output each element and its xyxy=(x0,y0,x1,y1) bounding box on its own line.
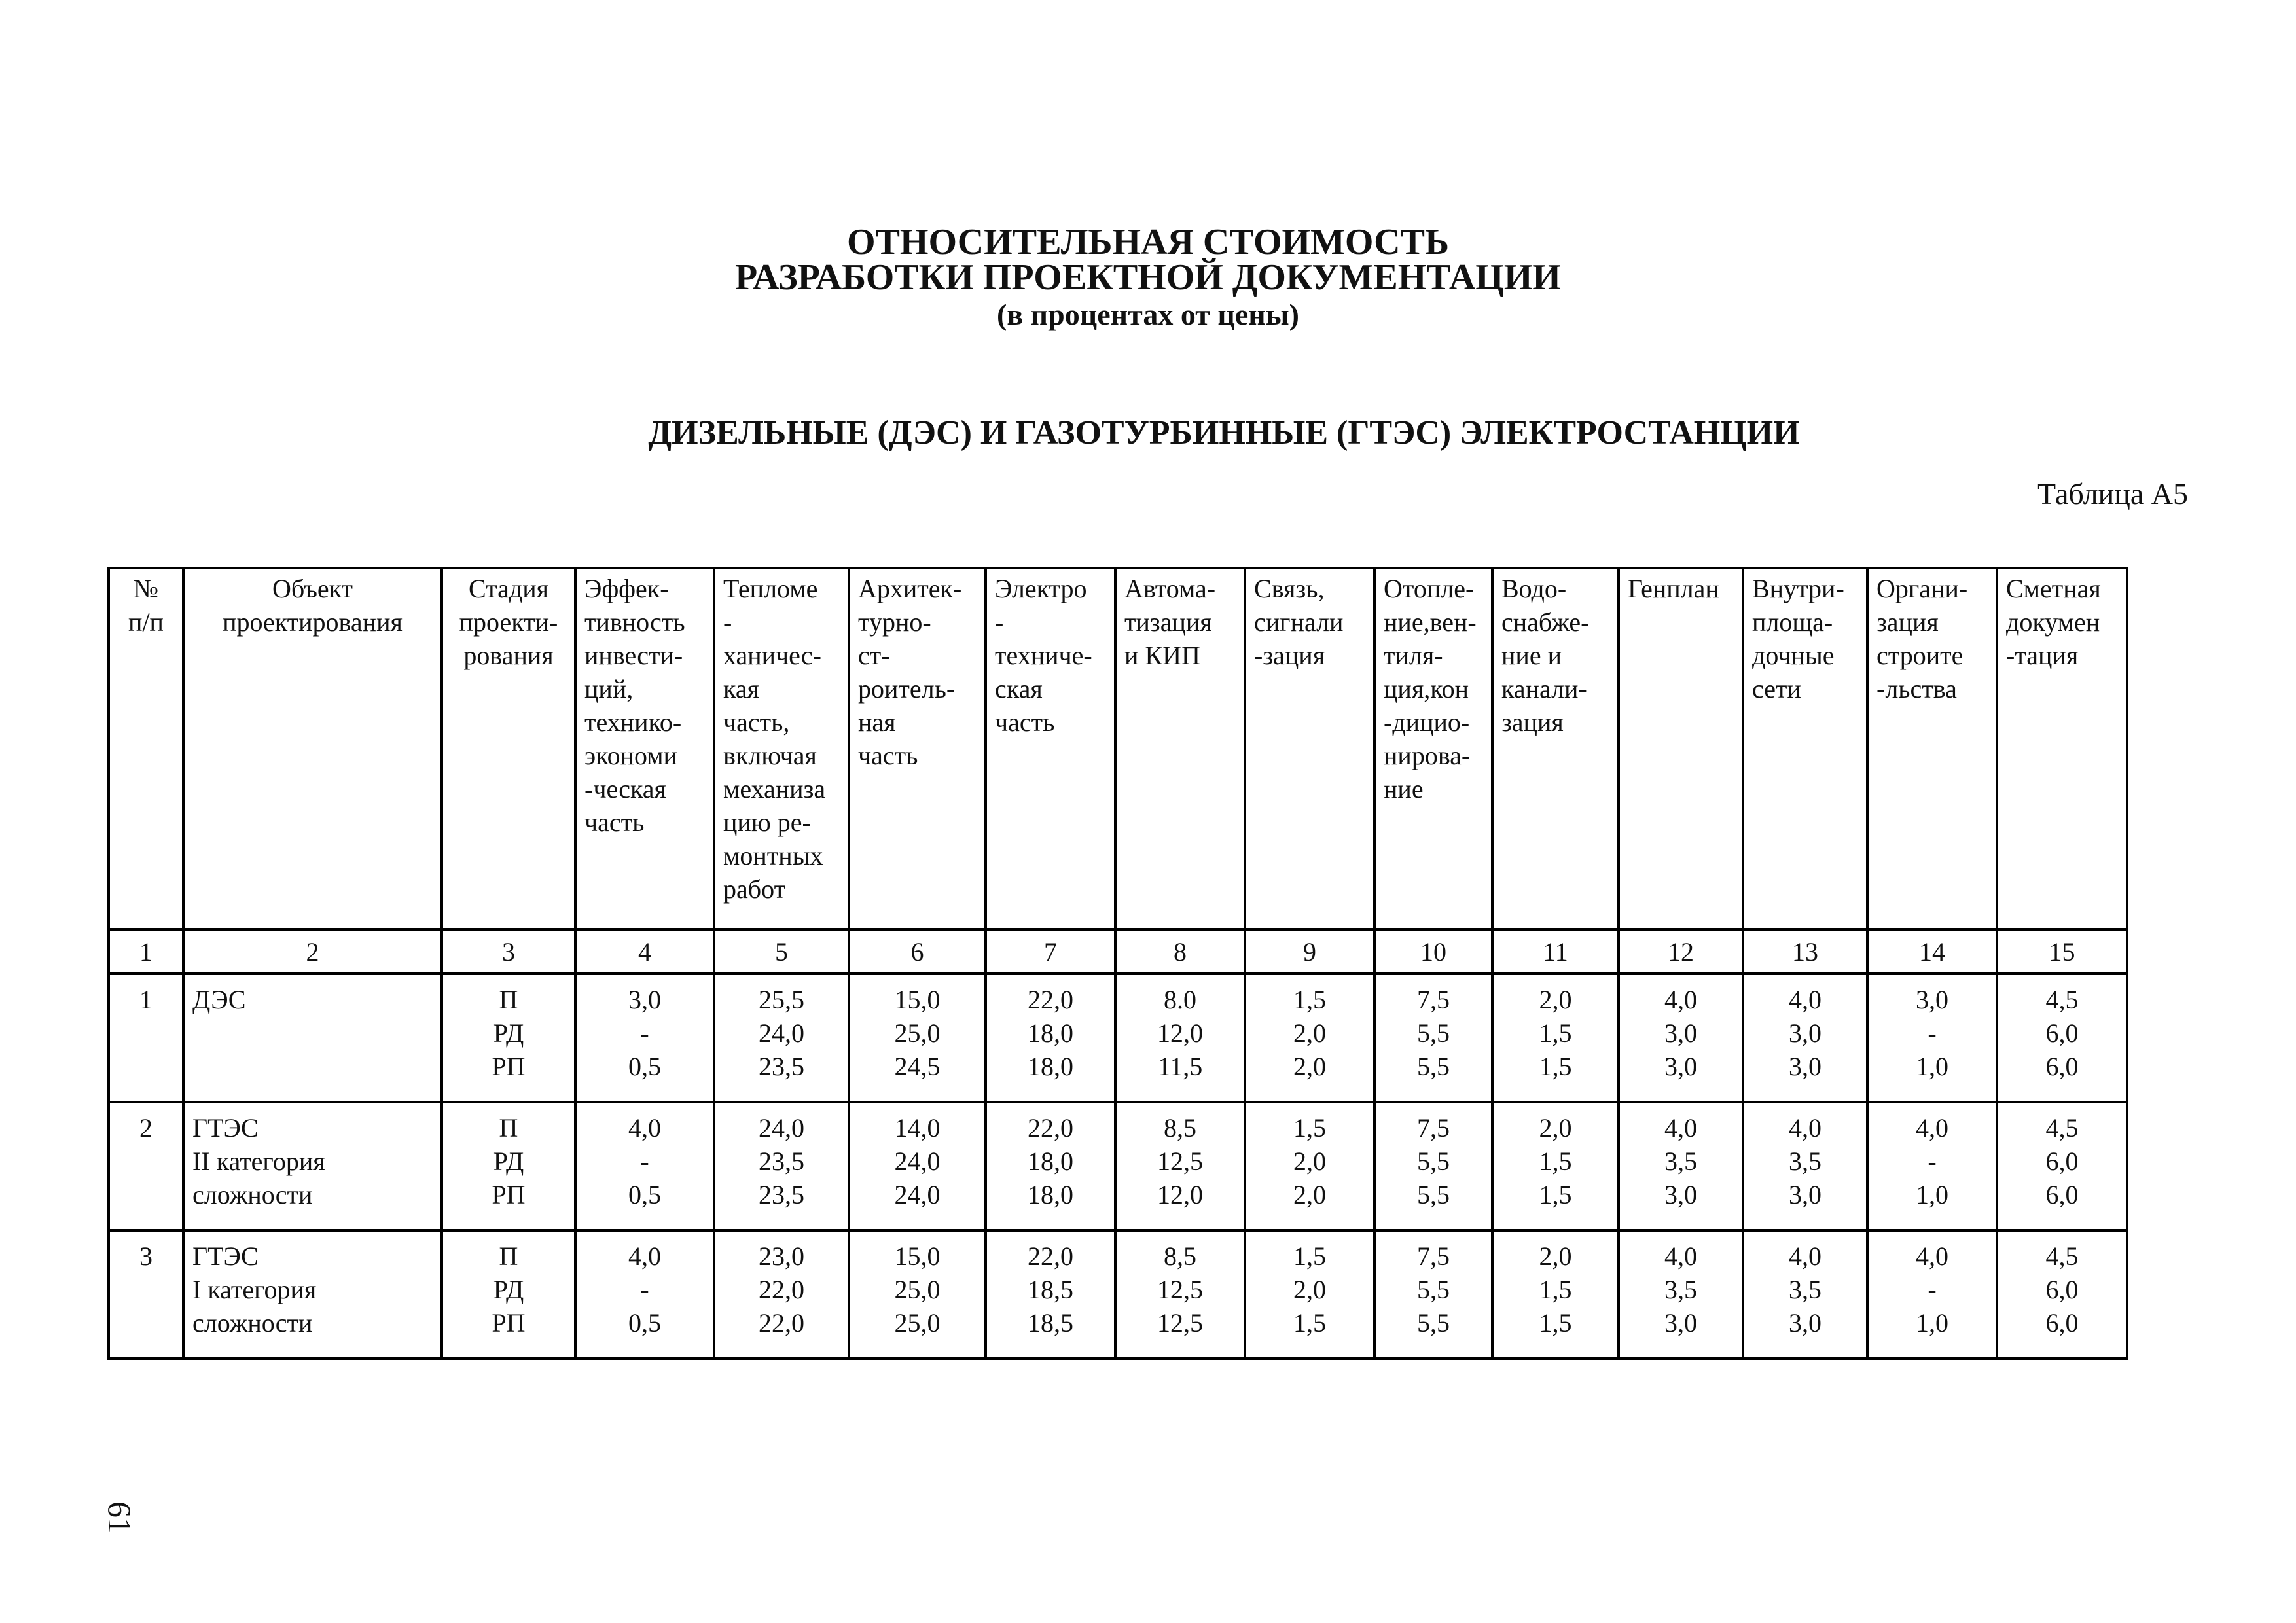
value-line: 1,5 xyxy=(1539,1018,1572,1048)
value-line: 4,0 xyxy=(1789,985,1821,1014)
header-line: -дицио- xyxy=(1384,707,1470,737)
value-line: 3,0 xyxy=(1916,985,1948,1014)
value-cell xyxy=(986,974,1115,1102)
value-line: - xyxy=(1928,1147,1937,1176)
value-line: - xyxy=(1928,1275,1937,1304)
value-line: 8,5 xyxy=(1164,1113,1196,1143)
value-line: 18,0 xyxy=(1028,1018,1073,1048)
value-line: 8.0 xyxy=(1164,985,1196,1014)
value-cell xyxy=(849,1230,986,1359)
column-number-cell: 5 xyxy=(714,929,849,974)
stage-line: РП xyxy=(492,1308,526,1338)
value-line: 4,5 xyxy=(2045,1113,2079,1143)
value-line: 4,0 xyxy=(1664,1113,1697,1143)
value-line: 1,0 xyxy=(1916,1052,1948,1081)
header-cell-7 xyxy=(986,568,1115,929)
value-line: 1,5 xyxy=(1293,1241,1326,1271)
value-line: 22,0 xyxy=(759,1308,804,1338)
header-line: Внутри- xyxy=(1752,574,1844,603)
header-cell-1 xyxy=(109,568,183,929)
value-cell xyxy=(1997,974,2127,1102)
header-line: дочные xyxy=(1752,641,1835,670)
header-line: инвести- xyxy=(584,641,683,670)
value-line: 12,5 xyxy=(1157,1147,1203,1176)
value-line: 1,5 xyxy=(1293,1308,1326,1338)
header-line: ханичес- xyxy=(723,641,821,670)
header-cell-4 xyxy=(575,568,714,929)
value-line: 4,0 xyxy=(1664,1241,1697,1271)
header-line: часть xyxy=(858,741,918,770)
doc-title-line-1: ОТНОСИТЕЛЬНАЯ СТОИМОСТЬ xyxy=(847,222,1449,262)
value-line: 1,5 xyxy=(1539,1052,1572,1081)
value-line: 24,5 xyxy=(894,1052,941,1081)
header-line: Отопле- xyxy=(1384,574,1475,603)
value-line: 22,0 xyxy=(759,1275,804,1304)
value-line: 22,0 xyxy=(1028,1113,1073,1143)
column-number-cell: 12 xyxy=(1619,929,1743,974)
value-cell xyxy=(1492,1102,1619,1230)
value-line: 3,0 xyxy=(1789,1052,1821,1081)
value-cell xyxy=(849,974,986,1102)
header-line: Водо- xyxy=(1501,574,1567,603)
header-line: ние и xyxy=(1501,641,1562,670)
value-line: 23,0 xyxy=(759,1241,804,1271)
value-cell xyxy=(714,974,849,1102)
value-line: 8,5 xyxy=(1164,1241,1196,1271)
value-cell xyxy=(1997,1230,2127,1359)
value-cell xyxy=(1743,1230,1867,1359)
row-number-cell: 1 xyxy=(109,974,183,1102)
value-line: 5,5 xyxy=(1417,1147,1450,1176)
value-line: 25,0 xyxy=(894,1275,941,1304)
value-line: 3,5 xyxy=(1789,1147,1821,1176)
value-line: 3,5 xyxy=(1664,1275,1697,1304)
value-line: 1,5 xyxy=(1539,1275,1572,1304)
value-line: 6,0 xyxy=(2045,1180,2079,1209)
value-line: 0,5 xyxy=(628,1180,661,1209)
value-line: 18,5 xyxy=(1028,1275,1073,1304)
value-cell xyxy=(1374,974,1492,1102)
value-line: 4,0 xyxy=(1664,985,1697,1014)
value-line: 2,0 xyxy=(1539,1113,1572,1143)
header-line: Архитек- xyxy=(858,574,962,603)
header-line: часть xyxy=(995,707,1055,737)
value-line: 6,0 xyxy=(2045,1308,2079,1338)
header-line: цию ре- xyxy=(723,808,811,837)
table-row xyxy=(109,1230,2127,1359)
value-line: - xyxy=(640,1147,649,1176)
cost-table xyxy=(107,567,2128,1360)
value-line: 24,0 xyxy=(894,1180,941,1209)
value-line: 18,0 xyxy=(1028,1052,1073,1081)
table-label: Таблица А5 xyxy=(2037,477,2188,510)
header-cell-11 xyxy=(1492,568,1619,929)
column-number-cell: 1 xyxy=(109,929,183,974)
value-line: 4,5 xyxy=(2045,1241,2079,1271)
row-number-cell: 2 xyxy=(109,1102,183,1230)
value-cell xyxy=(986,1102,1115,1230)
column-number-cell: 4 xyxy=(575,929,714,974)
column-number-cell: 11 xyxy=(1492,929,1619,974)
header-cell-13 xyxy=(1743,568,1867,929)
stage-line: РД xyxy=(493,1275,524,1304)
value-line: 2,0 xyxy=(1293,1018,1326,1048)
header-line: ние,вен- xyxy=(1384,607,1477,637)
value-line: 24,0 xyxy=(894,1147,941,1176)
header-line: докумен xyxy=(2006,607,2100,637)
object-line: ГТЭС xyxy=(192,1113,259,1143)
value-cell xyxy=(575,1230,714,1359)
stage-cell xyxy=(442,1230,575,1359)
header-line: часть, xyxy=(723,707,790,737)
header-line: механиза xyxy=(723,774,826,804)
header-line: - xyxy=(995,607,1004,637)
value-line: 4,0 xyxy=(1789,1113,1821,1143)
header-cell-3 xyxy=(442,568,575,929)
value-line: 23,5 xyxy=(759,1147,804,1176)
value-line: 2,0 xyxy=(1293,1275,1326,1304)
value-cell xyxy=(1492,1230,1619,1359)
header-line: сигнали xyxy=(1254,607,1344,637)
value-cell xyxy=(1374,1230,1492,1359)
column-number-row xyxy=(109,929,2127,974)
value-line: 3,0 xyxy=(628,985,661,1014)
value-line: 1,5 xyxy=(1539,1308,1572,1338)
object-line: ДЭС xyxy=(192,985,246,1014)
value-line: 6,0 xyxy=(2045,1018,2079,1048)
value-line: 3,0 xyxy=(1664,1308,1697,1338)
value-cell xyxy=(849,1102,986,1230)
header-line: проекти- xyxy=(459,607,558,637)
header-line: роитель- xyxy=(858,674,956,704)
table-row xyxy=(109,1102,2127,1230)
header-line: нирова- xyxy=(1384,741,1471,770)
value-line: 1,5 xyxy=(1293,985,1326,1014)
header-line: Объект xyxy=(272,574,353,603)
value-line: 18,0 xyxy=(1028,1180,1073,1209)
value-line: 5,5 xyxy=(1417,1052,1450,1081)
value-line: 2,0 xyxy=(1293,1052,1326,1081)
object-line: I категория xyxy=(192,1275,317,1304)
value-line: 3,5 xyxy=(1664,1147,1697,1176)
value-line: 1,5 xyxy=(1539,1147,1572,1176)
value-line: 4,0 xyxy=(628,1241,661,1271)
column-number-cell: 15 xyxy=(1997,929,2127,974)
header-line: турно- xyxy=(858,607,931,637)
value-line: 14,0 xyxy=(894,1113,941,1143)
value-line: 12,5 xyxy=(1157,1275,1203,1304)
header-line: п/п xyxy=(128,607,164,637)
column-number-cell: 6 xyxy=(849,929,986,974)
header-cell-6 xyxy=(849,568,986,929)
value-line: 0,5 xyxy=(628,1308,661,1338)
value-cell xyxy=(1867,1102,1997,1230)
value-line: 7,5 xyxy=(1417,985,1450,1014)
column-number-cell: 8 xyxy=(1115,929,1245,974)
value-cell xyxy=(1115,1230,1245,1359)
header-line: снабже- xyxy=(1501,607,1590,637)
value-line: 12,5 xyxy=(1157,1308,1203,1338)
header-cell-5 xyxy=(714,568,849,929)
value-cell xyxy=(1619,1102,1743,1230)
value-line: 4,0 xyxy=(1916,1241,1948,1271)
header-row xyxy=(109,568,2127,929)
value-line: 3,0 xyxy=(1789,1180,1821,1209)
header-line: тиля- xyxy=(1384,641,1443,670)
value-line: 12,0 xyxy=(1157,1018,1203,1048)
table-row xyxy=(109,974,2127,1102)
value-line: 5,5 xyxy=(1417,1275,1450,1304)
value-line: 22,0 xyxy=(1028,1241,1073,1271)
header-line: кая xyxy=(723,674,759,704)
header-cell-9 xyxy=(1245,568,1374,929)
header-line: строите xyxy=(1876,641,1964,670)
header-cell-15 xyxy=(1997,568,2127,929)
object-line: ГТЭС xyxy=(192,1241,259,1271)
header-cell-10 xyxy=(1374,568,1492,929)
value-line: - xyxy=(640,1018,649,1048)
object-line: II категория xyxy=(192,1147,325,1176)
header-line: ская xyxy=(995,674,1043,704)
column-number-cell: 13 xyxy=(1743,929,1867,974)
stage-line: РП xyxy=(492,1180,526,1209)
value-cell xyxy=(1867,974,1997,1102)
object-line: сложности xyxy=(192,1180,313,1209)
value-line: 3,0 xyxy=(1664,1180,1697,1209)
page-number: 61 xyxy=(101,1501,138,1534)
value-line: 3,5 xyxy=(1789,1275,1821,1304)
value-line: 2,0 xyxy=(1539,1241,1572,1271)
header-line: тизация xyxy=(1124,607,1212,637)
value-line: - xyxy=(1928,1018,1937,1048)
value-cell xyxy=(714,1102,849,1230)
header-line: площа- xyxy=(1752,607,1833,637)
value-line: 25,5 xyxy=(759,985,804,1014)
doc-title-line-2: РАЗРАБОТКИ ПРОЕКТНОЙ ДОКУМЕНТАЦИИ xyxy=(735,257,1561,298)
value-line: 5,5 xyxy=(1417,1180,1450,1209)
header-cell-14 xyxy=(1867,568,1997,929)
header-cell-12 xyxy=(1619,568,1743,929)
header-line: монтных xyxy=(723,841,823,870)
header-line: ние xyxy=(1384,774,1424,804)
header-line: -зация xyxy=(1254,641,1325,670)
value-line: 3,0 xyxy=(1789,1308,1821,1338)
header-line: № xyxy=(133,574,159,603)
value-cell xyxy=(1245,1102,1374,1230)
value-line: 2,0 xyxy=(1293,1180,1326,1209)
header-line: Генплан xyxy=(1628,574,1719,603)
value-cell xyxy=(1115,1102,1245,1230)
value-cell xyxy=(1245,1230,1374,1359)
header-line: часть xyxy=(584,808,645,837)
header-line: техниче- xyxy=(995,641,1092,670)
value-line: 12,0 xyxy=(1157,1180,1203,1209)
header-line: зация xyxy=(1876,607,1939,637)
header-line: тивность xyxy=(584,607,685,637)
value-line: 3,0 xyxy=(1789,1018,1821,1048)
column-number-cell: 14 xyxy=(1867,929,1997,974)
object-cell xyxy=(183,1230,442,1359)
value-line: 25,0 xyxy=(894,1308,941,1338)
value-cell xyxy=(986,1230,1115,1359)
header-line: сети xyxy=(1752,674,1801,704)
value-line: 24,0 xyxy=(759,1018,804,1048)
value-line: 22,0 xyxy=(1028,985,1073,1014)
value-line: 24,0 xyxy=(759,1113,804,1143)
value-line: 6,0 xyxy=(2045,1147,2079,1176)
column-number-cell: 9 xyxy=(1245,929,1374,974)
stage-cell xyxy=(442,974,575,1102)
header-line: -тация xyxy=(2006,641,2079,670)
header-line: Связь, xyxy=(1254,574,1325,603)
header-line: ция,кон xyxy=(1384,674,1469,704)
value-line: 2,0 xyxy=(1293,1147,1326,1176)
value-line: 0,5 xyxy=(628,1052,661,1081)
value-line: 11,5 xyxy=(1157,1052,1203,1081)
header-line: рования xyxy=(463,641,554,670)
value-cell xyxy=(1743,974,1867,1102)
object-cell xyxy=(183,1102,442,1230)
header-cell-8 xyxy=(1115,568,1245,929)
object-line: сложности xyxy=(192,1308,313,1338)
header-cell-2 xyxy=(183,568,442,929)
header-line: Эффек- xyxy=(584,574,669,603)
header-line: проектирования xyxy=(223,607,403,637)
value-cell xyxy=(1115,974,1245,1102)
section-subtitle: ДИЗЕЛЬНЫЕ (ДЭС) И ГАЗОТУРБИННЫЕ (ГТЭС) ЭЛЕКТРОСТАНЦИИ xyxy=(648,414,1800,452)
header-line: -ческая xyxy=(584,774,666,804)
value-cell xyxy=(1245,974,1374,1102)
value-line: 1,5 xyxy=(1539,1180,1572,1209)
value-cell xyxy=(714,1230,849,1359)
header-line: Автома- xyxy=(1124,574,1216,603)
stage-line: РД xyxy=(493,1018,524,1048)
header-line: ная xyxy=(858,707,896,737)
column-number-cell: 10 xyxy=(1374,929,1492,974)
header-line: канали- xyxy=(1501,674,1587,704)
stage-cell xyxy=(442,1102,575,1230)
header-line: экономи xyxy=(584,741,677,770)
value-line: 4,5 xyxy=(2045,985,2079,1014)
value-line: 18,5 xyxy=(1028,1308,1073,1338)
header-line: -льства xyxy=(1876,674,1957,704)
header-line: Стадия xyxy=(468,574,549,603)
header-line: ст- xyxy=(858,641,890,670)
value-line: 2,0 xyxy=(1539,985,1572,1014)
value-line: 23,5 xyxy=(759,1052,804,1081)
value-cell xyxy=(575,974,714,1102)
value-line: 4,0 xyxy=(628,1113,661,1143)
header-line: работ xyxy=(723,874,786,904)
value-cell xyxy=(575,1102,714,1230)
value-line: 6,0 xyxy=(2045,1275,2079,1304)
value-line: 1,0 xyxy=(1916,1308,1948,1338)
value-line: 7,5 xyxy=(1417,1241,1450,1271)
value-cell xyxy=(1619,974,1743,1102)
value-line: 4,0 xyxy=(1789,1241,1821,1271)
value-line: 7,5 xyxy=(1417,1113,1450,1143)
value-line: 1,0 xyxy=(1916,1180,1948,1209)
value-line: 6,0 xyxy=(2045,1052,2079,1081)
value-cell xyxy=(1867,1230,1997,1359)
header-line: Сметная xyxy=(2006,574,2101,603)
header-line: - xyxy=(723,607,732,637)
header-line: Электро xyxy=(995,574,1087,603)
column-number-cell: 7 xyxy=(986,929,1115,974)
value-line: - xyxy=(640,1275,649,1304)
value-line: 23,5 xyxy=(759,1180,804,1209)
column-number-cell: 2 xyxy=(183,929,442,974)
value-cell xyxy=(1743,1102,1867,1230)
value-cell xyxy=(1997,1102,2127,1230)
header-line: ций, xyxy=(584,674,634,704)
object-cell xyxy=(183,974,442,1102)
value-line: 25,0 xyxy=(894,1018,941,1048)
stage-line: РД xyxy=(493,1147,524,1176)
stage-line: П xyxy=(499,985,518,1014)
column-number-cell: 3 xyxy=(442,929,575,974)
value-line: 15,0 xyxy=(894,1241,941,1271)
value-line: 3,0 xyxy=(1664,1052,1697,1081)
header-line: Органи- xyxy=(1876,574,1968,603)
header-line: включая xyxy=(723,741,817,770)
header-line: зация xyxy=(1501,707,1564,737)
stage-line: РП xyxy=(492,1052,526,1081)
header-line: и КИП xyxy=(1124,641,1200,670)
header-line: технико- xyxy=(584,707,682,737)
value-cell xyxy=(1492,974,1619,1102)
row-number-cell: 3 xyxy=(109,1230,183,1359)
value-cell xyxy=(1619,1230,1743,1359)
value-line: 4,0 xyxy=(1916,1113,1948,1143)
stage-line: П xyxy=(499,1113,518,1143)
value-line: 3,0 xyxy=(1664,1018,1697,1048)
value-line: 5,5 xyxy=(1417,1018,1450,1048)
value-cell xyxy=(1374,1102,1492,1230)
doc-title-line-3: (в процентах от цены) xyxy=(997,298,1299,331)
value-line: 15,0 xyxy=(894,985,941,1014)
header-line: Тепломе xyxy=(723,574,818,603)
value-line: 5,5 xyxy=(1417,1308,1450,1338)
value-line: 1,5 xyxy=(1293,1113,1326,1143)
stage-line: П xyxy=(499,1241,518,1271)
value-line: 18,0 xyxy=(1028,1147,1073,1176)
